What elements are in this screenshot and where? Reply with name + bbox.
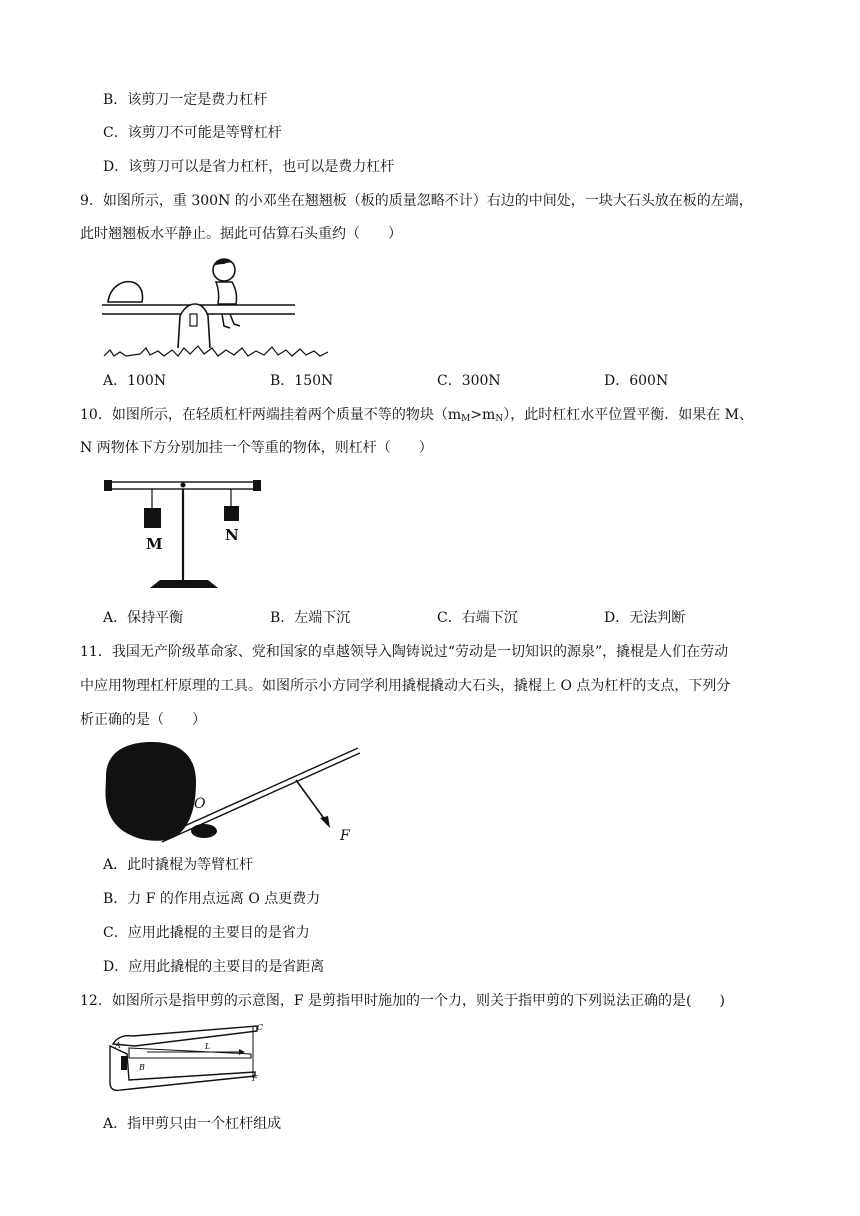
label-o: O [194,796,206,812]
q11-stem-line3: 析正确的是（ ） [80,712,206,728]
label-m: M [146,535,163,553]
q10-stem-part2: ），此时杠杠水平位置平衡．如果在 M、 [503,407,753,423]
q10-stem-line1 [80,405,753,429]
q10-option-d: D．无法判断 [604,610,686,626]
q11-option-c: C．应用此撬棍的主要目的是省力 [103,925,310,941]
q9-stem-line2: 此时翘翘板水平静止。据此可估算石头重约（ ） [80,226,402,242]
label-f: F [340,828,350,844]
q11-option-b: B．力 F 的作用点远离 O 点更费力 [103,891,321,907]
q11-option-a: A．此时撬棍为等臂杠杆 [103,857,254,873]
q9-seesaw-figure [100,252,335,362]
q11-crowbar-figure [100,738,365,846]
q8-option-c: C．该剪刀不可能是等臂杠杆 [103,125,282,141]
q10-sub-n: N [495,414,504,424]
small-stone [191,824,217,838]
q12-stem-line1: 12．如图所示是指甲剪的示意图，F 是剪指甲时施加的一个力，则关于指甲剪的下列说法正确的是( ) [80,993,725,1009]
q9-option-b: B．150N [270,373,334,389]
q10-stem-part1: 10．如图所示，在轻质杠杆两端挂着两个质量不等的物块（m [80,407,462,423]
q9-option-a: A．100N [103,373,167,389]
q10-lever-figure [100,470,270,595]
q11-option-d: D．应用此撬棍的主要目的是省距离 [103,959,325,975]
rock-shape [108,282,143,302]
q10-option-b: B．左端下沉 [270,610,351,626]
label-c: C [257,1023,264,1032]
q10-sub-m: M [461,414,471,424]
q9-stem-line1: 9．如图所示，重 300N 的小邓坐在翘翘板（板的质量忽略不计）右边的中间处，一块大石头放在板的左端， [80,193,753,209]
q8-option-b: B．该剪刀一定是费力杠杆 [103,92,268,108]
label-f-nail: F [252,1074,258,1083]
label-a: A [115,1041,121,1050]
q11-stem-line1: 11．我国无产阶级革命家、党和国家的卓越领导入陶铸说过“劳动是一切知识的源泉”，撬棍是人们在劳动 [80,644,729,660]
block-n [224,506,239,521]
q10-stem-gt: >m [470,407,496,423]
q9-options [103,371,803,391]
label-n: N [225,526,239,544]
q11-stem-line2: 中应用物理杠杆原理的工具。如图所示小方同学利用撬棍撬动大石头，撬棍上 O 点为杠杆的支点，下列分 [80,678,731,694]
q10-options [103,608,803,628]
big-rock [106,742,197,841]
q9-option-d: D．600N [604,373,669,389]
q12-option-a: A．指甲剪只由一个杠杆组成 [103,1116,282,1132]
block-m [144,508,161,528]
label-l: L [205,1042,211,1051]
q10-option-a: A．保持平衡 [103,610,184,626]
q10-stem-line2: N 两物体下方分别加挂一个等重的物体，则杠杆（ ） [80,440,433,456]
label-b: B [139,1063,145,1072]
q9-option-c: C．300N [437,373,501,389]
q8-option-d: D．该剪刀可以是省力杠杆，也可以是费力杠杆 [103,159,395,175]
q12-nail-clipper-figure [105,1018,270,1098]
q10-option-c: C．右端下沉 [437,610,518,626]
